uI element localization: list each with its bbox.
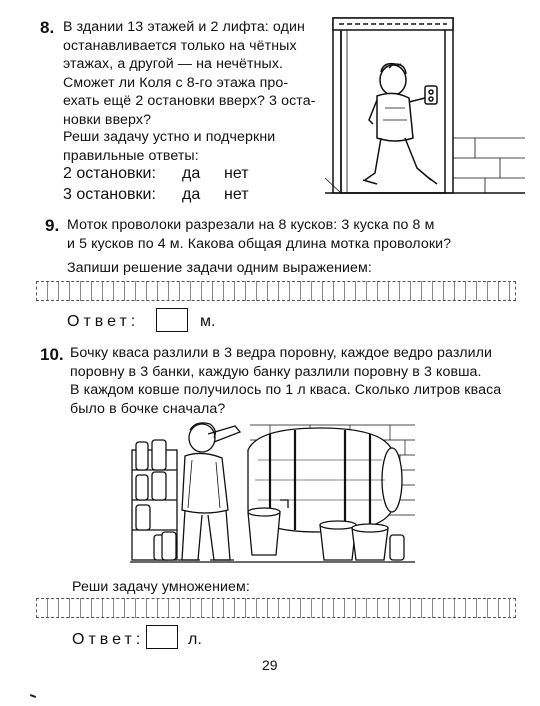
problem-9-answer-box[interactable]	[156, 308, 188, 332]
problem-10-answer-label: Ответ:	[72, 631, 145, 648]
problem-10-solution-field[interactable]	[36, 598, 516, 618]
problem-9-line-2: и 5 кусков по 4 м. Какова общая длина мотка проволоки?	[67, 235, 452, 252]
problem-8-line-3: этажах, а другой — на нечётных.	[63, 56, 284, 72]
problem-9-number: 9.	[45, 216, 60, 235]
problem-10-text	[70, 344, 525, 418]
problem-8-line-2: останавливается только на чётных	[63, 37, 297, 54]
problem-10-line-1: Бочку кваса разлили в 3 ведра поровну, каждое ведро разлили	[70, 345, 493, 361]
problem-8-line-4: Сможет ли Коля с 8-го этажа про-	[63, 74, 289, 91]
problem-9-answer-label: Ответ:	[67, 313, 140, 330]
problem-9-answer-unit: м.	[200, 313, 216, 330]
answer-1-no[interactable]: нет	[224, 165, 249, 182]
scan-mark	[30, 694, 36, 698]
problem-9-instruction: Запиши решение задачи одним выражением:	[67, 260, 372, 276]
problem-9-text	[67, 216, 522, 253]
problem-8-answer-row-1	[63, 165, 156, 183]
problem-10-answer-unit: л.	[188, 631, 202, 648]
answer-2-label: 3 остановки:	[63, 186, 156, 203]
elevator-boy-illustration	[325, 8, 525, 203]
problem-8-line-1: В здании 13 этажей и 2 лифта: один	[63, 19, 305, 35]
problem-8-instruction-line-2: правильные ответы:	[63, 147, 199, 164]
problem-8-answer-row-2	[63, 186, 156, 204]
problem-8-line-6: новки вверх?	[63, 111, 152, 128]
answer-1-label: 2 остановки:	[63, 165, 156, 182]
problem-10-line-3: В каждом ковше получилось по 1 л кваса. Сколько литров кваса	[70, 382, 502, 398]
page-number: 29	[262, 657, 278, 673]
problem-9-line-1: Моток проволоки разрезали на 8 кусков: 3 куска по 8 м	[67, 217, 435, 233]
problem-10-instruction: Реши задачу умножением:	[72, 579, 250, 595]
answer-1-yes[interactable]: да	[182, 165, 201, 182]
problem-9-solution-field[interactable]	[36, 281, 516, 301]
problem-10-line-4: было в бочке сначала?	[70, 400, 226, 417]
problem-10-answer-box[interactable]	[146, 625, 178, 649]
problem-10-number: 10.	[40, 345, 64, 364]
answer-2-yes[interactable]: да	[182, 186, 201, 203]
problem-8-number: 8.	[40, 18, 55, 37]
problem-8-line-5: ехать ещё 2 остановки вверх? 3 оста-	[63, 93, 316, 109]
problem-8-instruction-line-1: Реши задачу устно и подчеркни	[63, 129, 276, 145]
problem-8-instruction	[63, 128, 318, 165]
problem-10-line-2: поровну в 3 банки, каждую банку разлили поровну в 3 ковша.	[70, 363, 482, 380]
problem-8-text	[63, 18, 318, 129]
answer-2-no[interactable]: нет	[224, 186, 249, 203]
kvass-barrel-illustration	[130, 420, 415, 565]
